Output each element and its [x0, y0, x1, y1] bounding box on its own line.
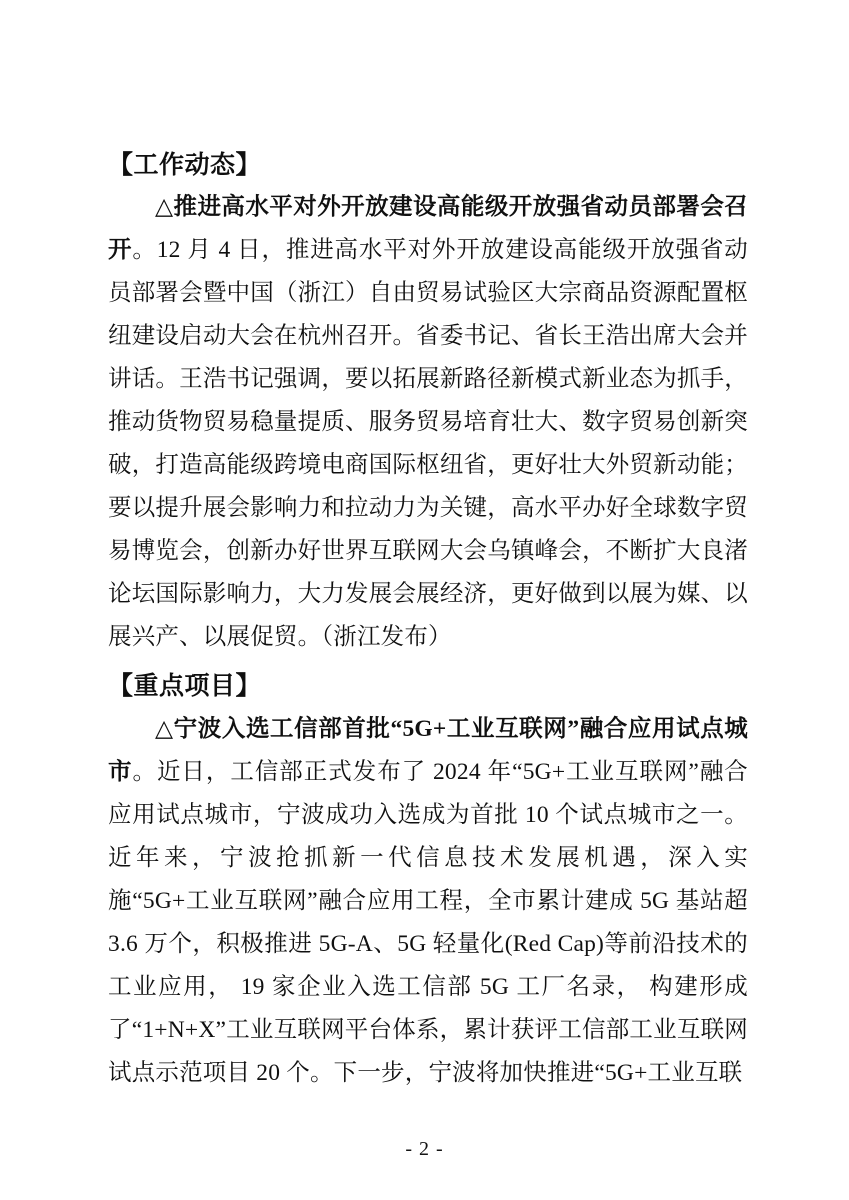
section-heading-work-updates: 【工作动态】: [108, 152, 262, 179]
section-heading-key-projects: 【重点项目】: [108, 673, 262, 701]
page-number-footer: - 2 -: [405, 1138, 444, 1160]
paragraph-key-projects: [108, 708, 748, 1095]
paragraph-text-work-updates: 。12 月 4 日，推进高水平对外开放建设高能级开放强省动员部署会暨中国（浙江）自由贸易试验区大宗商品资源配置枢纽建设启动大会在杭州召开。省委书记、省长王浩出席大会并讲话。王浩书记强调，要以拓展新路径新模式新业态为抓手，推动货物贸易稳量提质、服务贸易培育壮大、数字贸易创新突破，打造高能级跨境电商国际枢纽省，更好壮大外贸新动能；要以提升展会影响力和拉动力为关键，高水平办好全球数字贸易博览会，创新办好世界互联网大会乌镇峰会，不断扩大良渚论坛国际影响力，大力发展会展经济，更好做到以展为媒、以展兴产、以展促贸。（浙江发布）: [108, 237, 748, 651]
paragraph-text-key-projects: 。近日，工信部正式发布了 2024 年“5G+工业互联网”融合应用试点城市，宁波成功入选成为首批 10 个试点城市之一。近年来，宁波抢抓新一代信息技术发展机遇，深入实施“5G+工业互联网”融合应用工程，全市累计建成 5G 基站超 3.6 万个，积极推进 5G-A、5G 轻量化(Red Cap)等前沿技术的工业应用， 19 家企业入选工信部 5G 工厂名录， 构建形成了“1+N+X”工业互联网平台体系，累计获评工信部工业互联网试点示范项目 20 个。下一步，宁波将加快推进“5G+工业互联: [108, 758, 748, 1086]
paragraph-work-updates: [108, 186, 748, 659]
document-body: [108, 148, 748, 1095]
paragraph-lead-key-projects: △宁波入选工信部首批“5G+工业互联网”融合应用试点城市: [108, 715, 748, 785]
paragraph-lead-work-updates: △推进高水平对外开放建设高能级开放强省动员部署会召开: [108, 194, 748, 264]
